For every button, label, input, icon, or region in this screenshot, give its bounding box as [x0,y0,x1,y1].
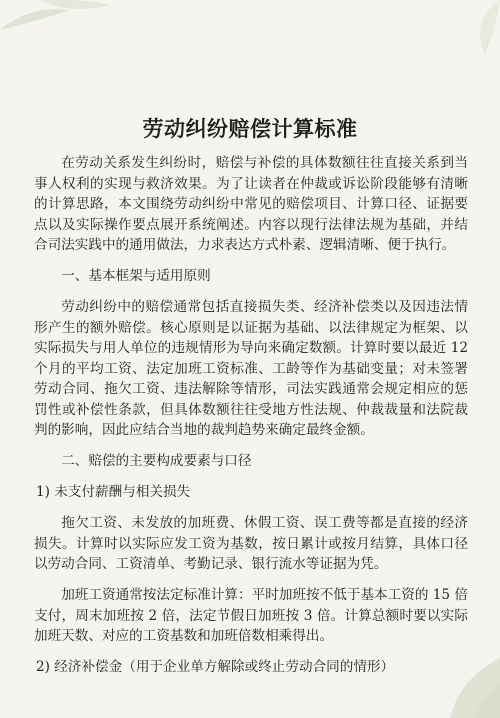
leaf-decoration-icon [0,0,120,40]
section-heading: 一、基本框架与适用原则 [61,268,211,284]
body-paragraph: 加班工资通常按法定标准计算：平时加班按不低于基本工资的 15 倍支付，周末加班按 2 倍，法定节假日加班按 3 倍。计算总额时要以实际加班天数、对应的工资基数和加班倍数相乘得出。 [34,587,468,644]
body-paragraph: 拖欠工资、未发放的加班费、休假工资、误工费等都是直接的经济损失。计算时以实际应发工资为基数，按日累计或按月结算，具体口径以劳动合同、工资清单、考勤记录、银行流水等证据为凭。 [34,515,468,572]
body-paragraph: 劳动纠纷中的赔偿通常包括直接损失类、经济补偿类以及因违法情形产生的额外赔偿。核心原则是以证据为基础、以法律规定为框架、以实际损失与用人单位的违规情形为导向来确定数额。计算时要以最近 12 个月的平均工资、法定加班工资标准、工龄等作为基础变量；对未签署劳动合同、拖欠工资、违法解除等情形，司法实践通常会规定相应的惩罚性或补偿性条款，但具体数额往往受地方性法规、仲裁裁量和法院裁判的影响，因此应结合当地的裁判趋势来确定最终金额。 [34,299,468,438]
document-body [34,153,468,688]
intro-paragraph: 在劳动关系发生纠纷时，赔偿与补偿的具体数额往往直接关系到当事人权利的实现与救济效果。为了让读者在仲裁或诉讼阶段能够有清晰的计算思路，本文围绕劳动纠纷中常见的赔偿项目、计算口径、证据要点以及实际操作要点展开系统阐述。内容以现行法律法规为基础，并结合司法实践中的通用做法，力求表达方式朴素、逻辑清晰、便于执行。 [34,155,468,253]
subsection-heading: 2) 经济补偿金（用于企业单方解除或终止劳动合同的情形） [36,659,395,675]
document-title: 劳动纠纷赔偿计算标准 [142,116,358,141]
subsection-heading: 1) 未支付薪酬与相关损失 [36,484,191,500]
section-heading: 二、赔偿的主要构成要素与口径 [61,453,252,469]
leaf-decoration-icon [460,0,500,60]
